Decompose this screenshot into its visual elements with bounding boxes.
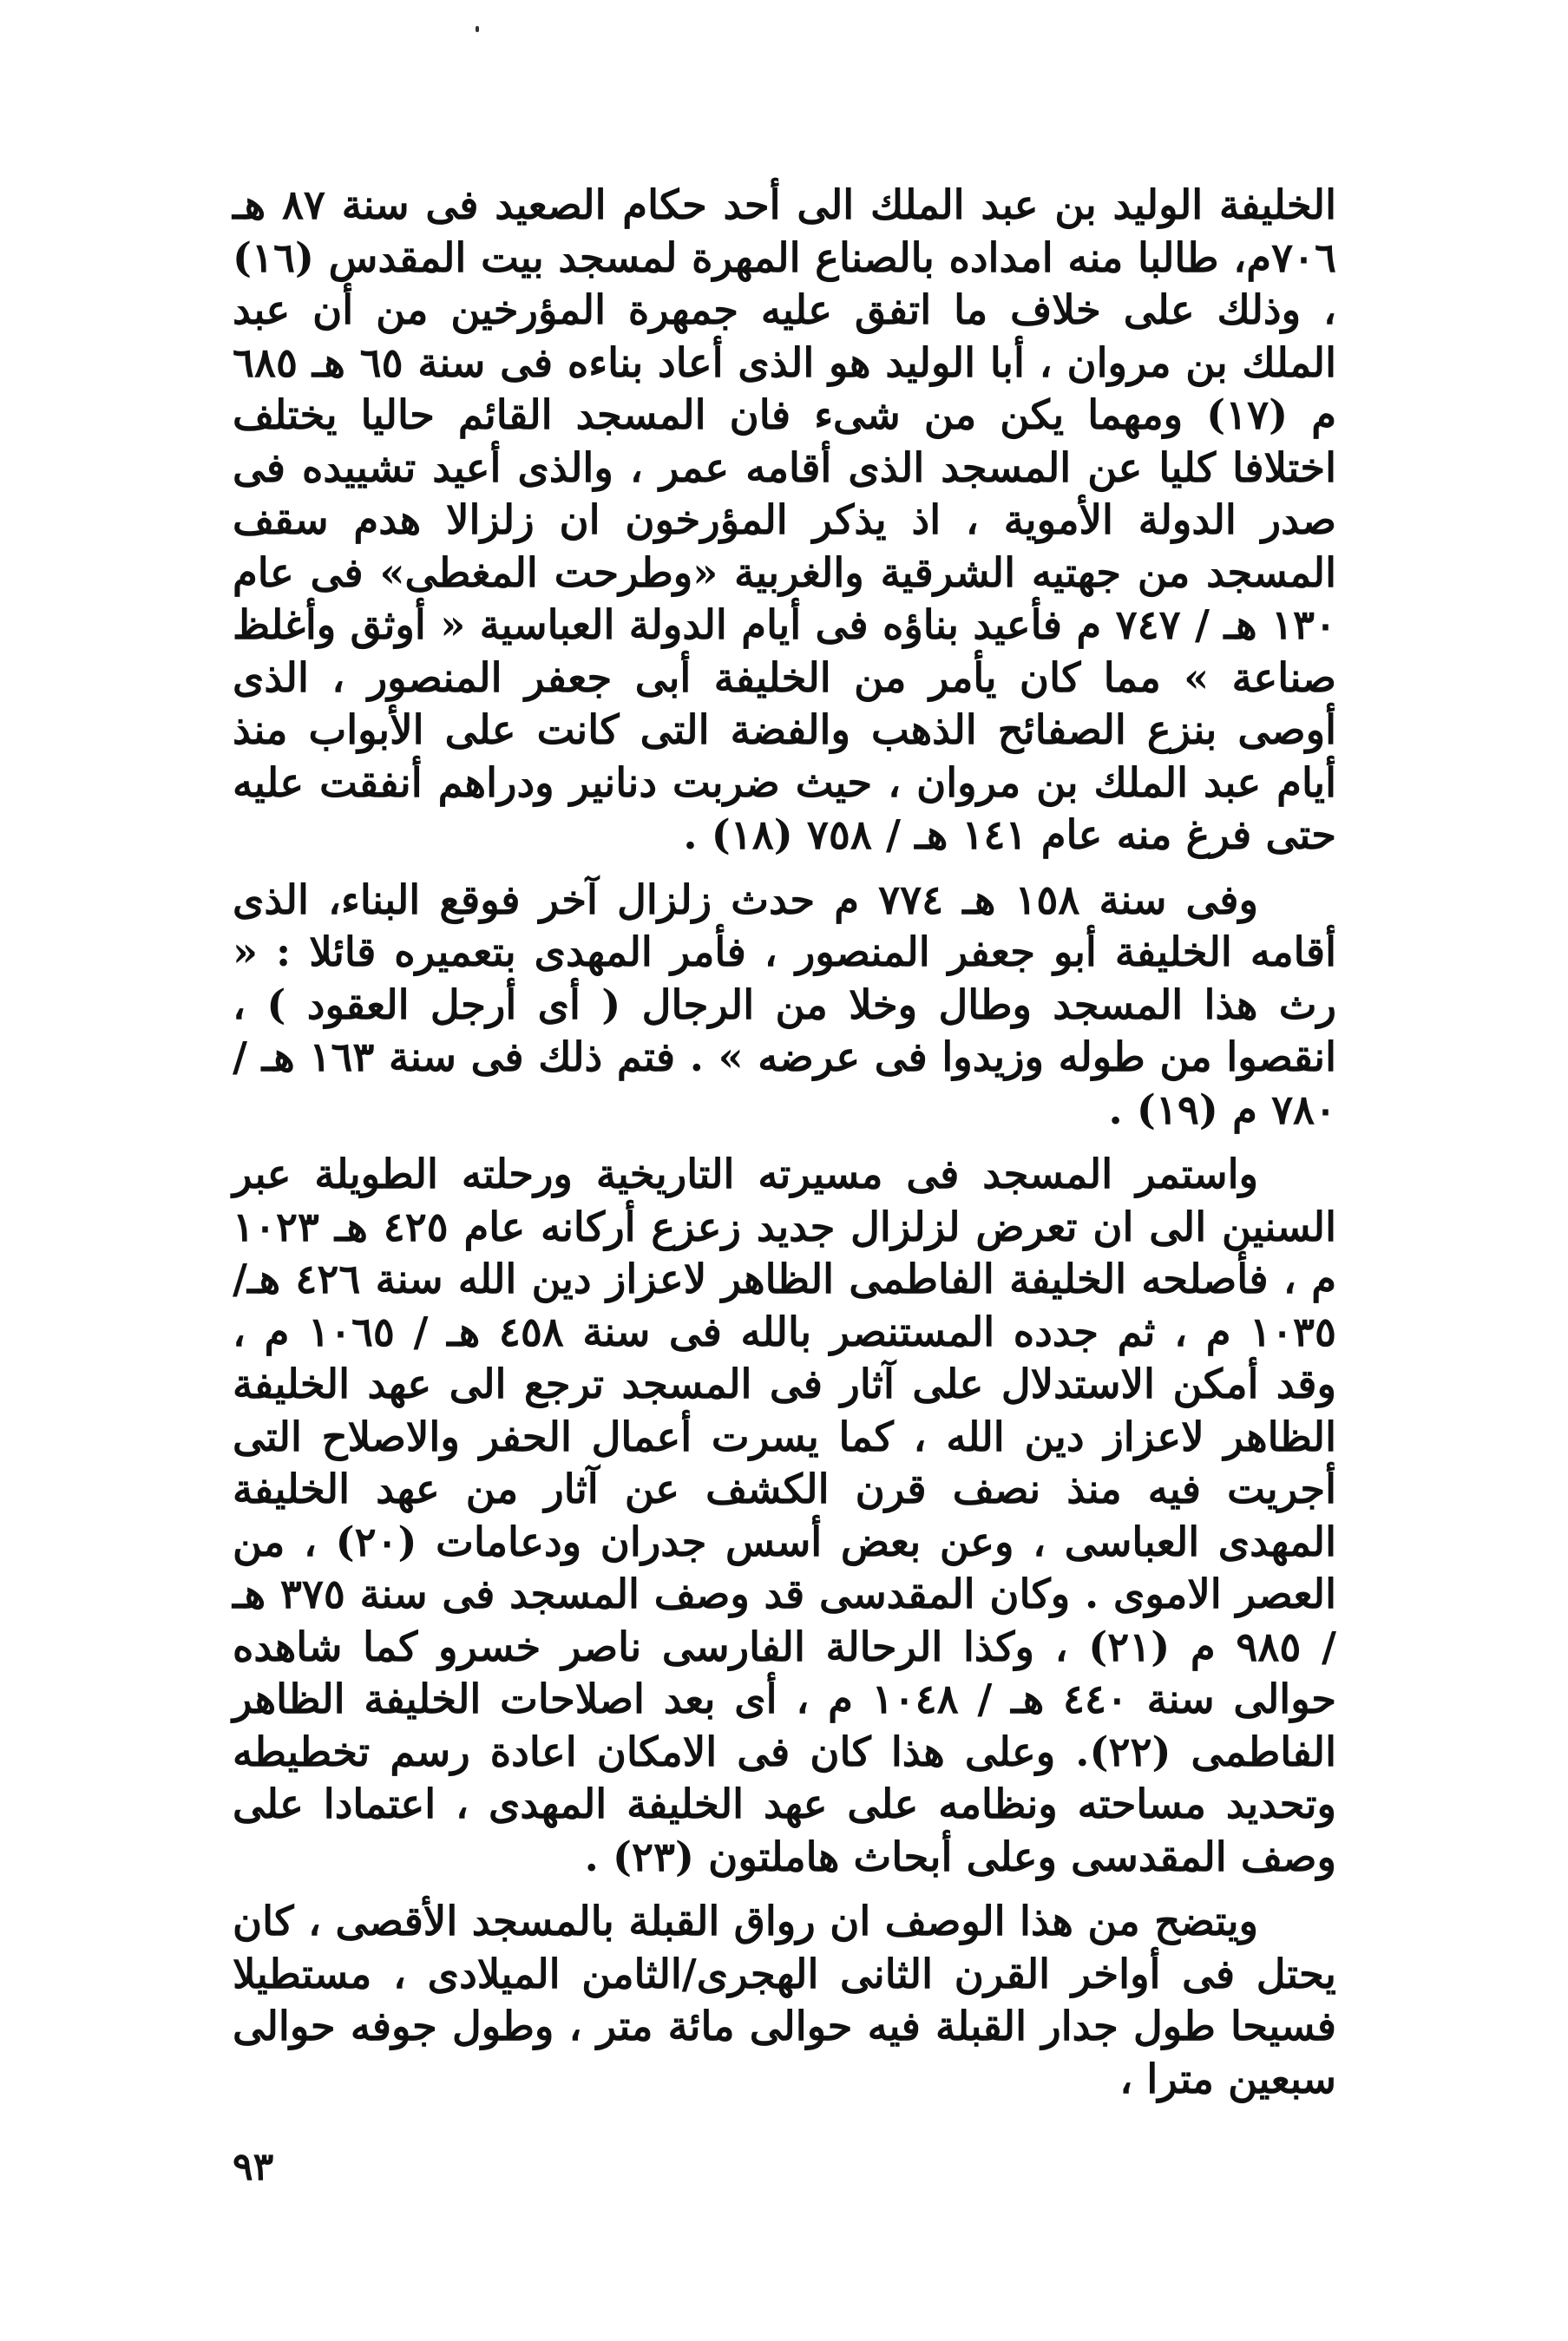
stray-ink-mark: [476, 26, 479, 32]
paragraph-2: وفى سنة ١٥٨ هـ ٧٧٤ م حدث زلزال آخر فوقع البناء، الذى أقامه الخليفة أبو جعفر المنصور ، فأمر المهدى بتعميره قائلا : « رث هذا المسجد وطال وخلا من الرجال ( أى أرجل العقود ) ، انقصوا من طوله وزيدوا فى عرضه » . فتم ذلك فى سنة ١٦٣ هـ / ٧٨٠ م (١٩) .: [233, 875, 1337, 1133]
page-body: [233, 179, 1336, 2105]
paragraph-1: الخليفة الوليد بن عبد الملك الى أحد حكام الصعيد فى سنة ٨٧ هـ ٧٠٦م، طالبا منه امداده بالصناع المهرة لمسجد بيت المقدس (١٦) ، وذلك على خلاف ما اتفق عليه جمهرة المؤرخين من أن عبد الملك بن مروان ، أبا الوليد هو الذى أعاد بناءه فى سنة ٦٥ هـ ٦٨٥ م (١٧) ومهما يكن من شىء فان المسجد القائم حاليا يختلف اختلافا كليا عن المسجد الذى أقامه عمر ، والذى أعيد تشييده فى صدر الدولة الأموية ، اذ يذكر المؤرخون ان زلزالا هدم سقف المسجد من جهتيه الشرقية والغربية «وطرحت المغطى» فى عام ١٣٠ هـ / ٧٤٧ م فأعيد بناؤه فى أيام الدولة العباسية « أوثق وأغلظ صناعة » مما كان يأمر من الخليفة أبى جعفر المنصور ، الذى أوصى بنزع الصفائح الذهب والفضة التى كانت على الأبواب منذ أيام عبد الملك بن مروان ، حيث ضربت دنانير ودراهم أنفقت عليه حتى فرغ منه عام ١٤١ هـ / ٧٥٨ (١٨) .: [233, 180, 1337, 858]
paragraph-3: واستمر المسجد فى مسيرته التاريخية ورحلته الطويلة عبر السنين الى ان تعرض لزلزال جديد زعزع أركانه عام ٤٢٥ هـ ١٠٢٣ م ، فأصلحه الخليفة الفاطمى الظاهر لاعزاز دين الله سنة ٤٢٦ هـ/ ١٠٣٥ م ، ثم جدده المستنصر بالله فى سنة ٤٥٨ هـ / ١٠٦٥ م ، وقد أمكن الاستدلال على آثار فى المسجد ترجع الى عهد الخليفة الظاهر لاعزاز دين الله ، كما يسرت أعمال الحفر والاصلاح التى أجريت فيه منذ نصف قرن الكشف عن آثار من عهد الخليفة المهدى العباسى ، وعن بعض أسس جدران ودعامات (٢٠) ، من العصر الاموى . وكان المقدسى قد وصف المسجد فى سنة ٣٧٥ هـ / ٩٨٥ م (٢١) ، وكذا الرحالة الفارسى ناصر خسرو كما شاهده حوالى سنة ٤٤٠ هـ / ١٠٤٨ م ، أى بعد اصلاحات الخليفة الظاهر الفاطمى (٢٢). وعلى هذا كان فى الامكان اعادة رسم تخطيطه وتحديد مساحته ونظامه على عهد الخليفة المهدى ، اعتمادا على وصف المقدسى وعلى أبحاث هاملتون (٢٣) .: [233, 1150, 1337, 1880]
page-number: ٩٣: [233, 2145, 274, 2189]
paragraph-4: ويتضح من هذا الوصف ان رواق القبلة بالمسجد الأقصى ، كان يحتل فى أواخر القرن الثانى الهجرى/الثامن الميلادى ، مستطيلا فسيحا طول جدار القبلة فيه حوالى مائة متر ، وطول جوفه حوالى سبعين مترا ،: [233, 1897, 1336, 2102]
